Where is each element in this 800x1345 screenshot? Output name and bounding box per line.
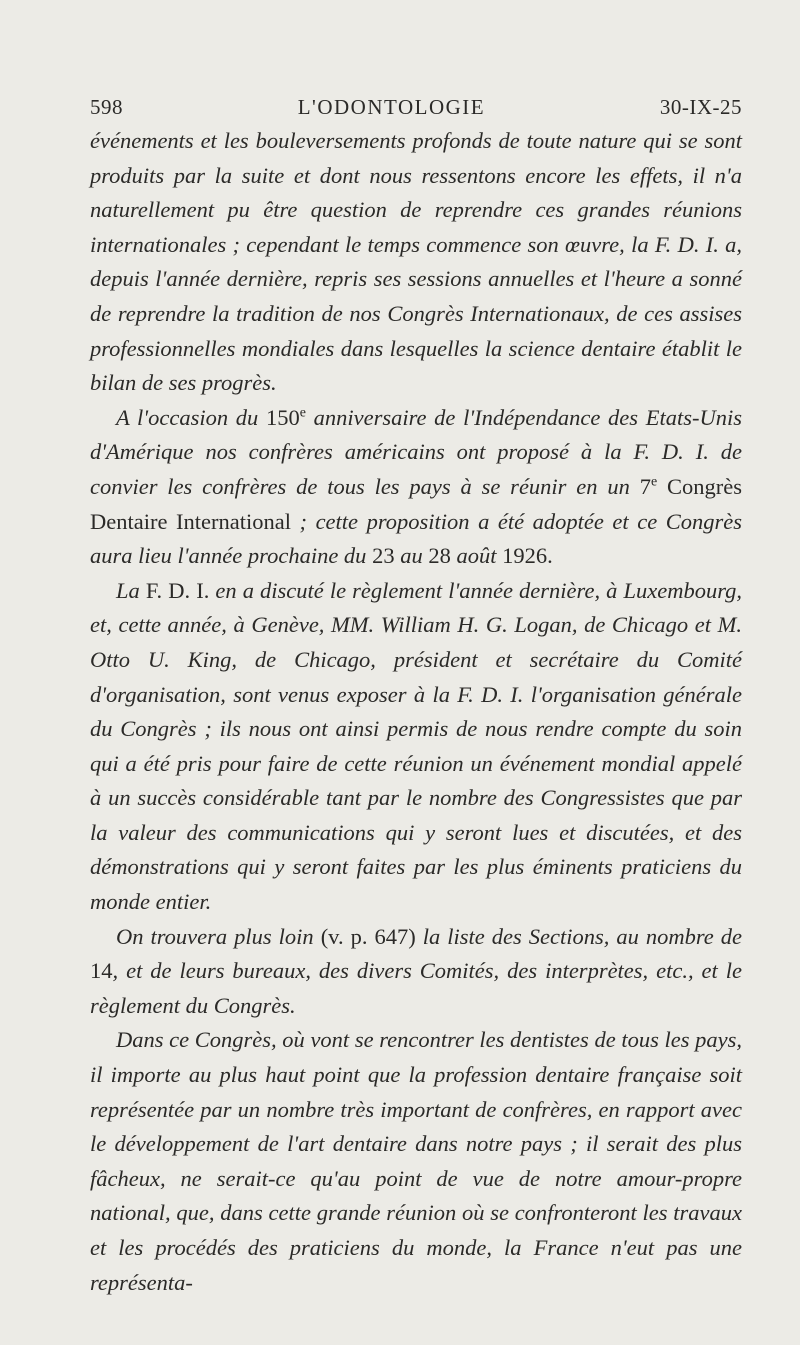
paragraph xyxy=(90,401,742,574)
superscript: e xyxy=(299,405,306,421)
paragraph xyxy=(90,1023,742,1300)
text-segment: événements et les bouleversements profonds de toute nature qui se sont produits par la suite et dont nous ressentons encore les effets, il n'a naturellement pu être question de reprendre ces grandes réunions internationales ; cependant le temps commence son œuvre, la F. D. I. a, depuis l'année dernière, repris ses sessions annuelles et l'heure a sonné de reprendre la tradition de nos Congrès Internationaux, de ces assises professionnelles mondiales dans lesquelles la science dentaire établit le bilan de ses progrès. xyxy=(90,128,742,396)
body-text xyxy=(90,124,742,1300)
text-segment: 7 xyxy=(639,473,651,499)
paragraph xyxy=(90,574,742,920)
text-segment: en a discuté le règlement l'année dernière, à Luxembourg, et, cette année, à Genève, MM. William H. G. Logan, de Chicago et M. Otto U. King, de Chicago, président et secrétaire du Comité d'organisation, sont venus exposer à la F. D. I. l'organisation générale du Congrès ; ils nous ont ainsi permis de nous rendre compte du soin qui a été pris pour faire de cette réunion un événement mondial appelé à un succès considérable tant par le nombre des Congressistes que par la valeur des communications qui y seront lues et discutées, et des démonstrations qui y seront faites par les plus éminents praticiens du monde entier. xyxy=(90,577,743,915)
page-number: 598 xyxy=(90,95,123,119)
text-segment: 1926. xyxy=(502,543,553,569)
paragraph xyxy=(90,124,742,401)
text-segment: 14 xyxy=(90,958,113,984)
paragraph xyxy=(90,920,742,1024)
text-segment: Dans ce Congrès, où vont se rencontrer les dentistes de tous les pays, il importe au plus haut point que la profession dentaire française soit représentée par un nombre très important de confrères, en rapport avec le développement de l'art dentaire dans notre pays ; il serait des plus fâcheux, ne serait-ce qu'au point de vue de notre amour-propre national, que, dans cette grande réunion où se confronteront les travaux et les procédés des praticiens du monde, la France n'eut pas une représenta- xyxy=(90,1027,742,1295)
text-segment: (v. p. 647) xyxy=(320,923,416,949)
text-segment: au xyxy=(394,543,429,569)
text-segment: anniversaire de l'Indépendance des Etats-Unis d'Amérique nos confrères américains ont proposé à la F. D. I. de convier les confrères de tous les pays à se réunir en un xyxy=(90,404,742,499)
text-segment: ; cette proposition a été adoptée et ce Congrès aura lieu l'année prochaine du xyxy=(90,508,742,569)
text-segment: la liste des Sections, au nombre de xyxy=(415,923,742,949)
text-segment: La xyxy=(116,577,146,603)
text-segment: On trouvera plus loin xyxy=(116,923,321,949)
issue-date: 30-IX-25 xyxy=(659,95,742,119)
text-segment: août xyxy=(450,543,503,569)
journal-title: L'ODONTOLOGIE xyxy=(297,95,486,119)
text-segment: 23 xyxy=(372,543,395,569)
superscript: e xyxy=(650,474,658,490)
text-segment: , et de leurs bureaux, des divers Comités, des interprètes, etc., et le règlement du Congrès. xyxy=(90,958,742,1018)
text-segment: Congrès Dentaire International xyxy=(90,473,742,534)
text-segment: 28 xyxy=(428,543,451,569)
text-segment: F. D. I. xyxy=(145,577,210,603)
text-segment: A l'occasion du xyxy=(116,404,266,430)
text-segment: 150 xyxy=(265,404,300,430)
